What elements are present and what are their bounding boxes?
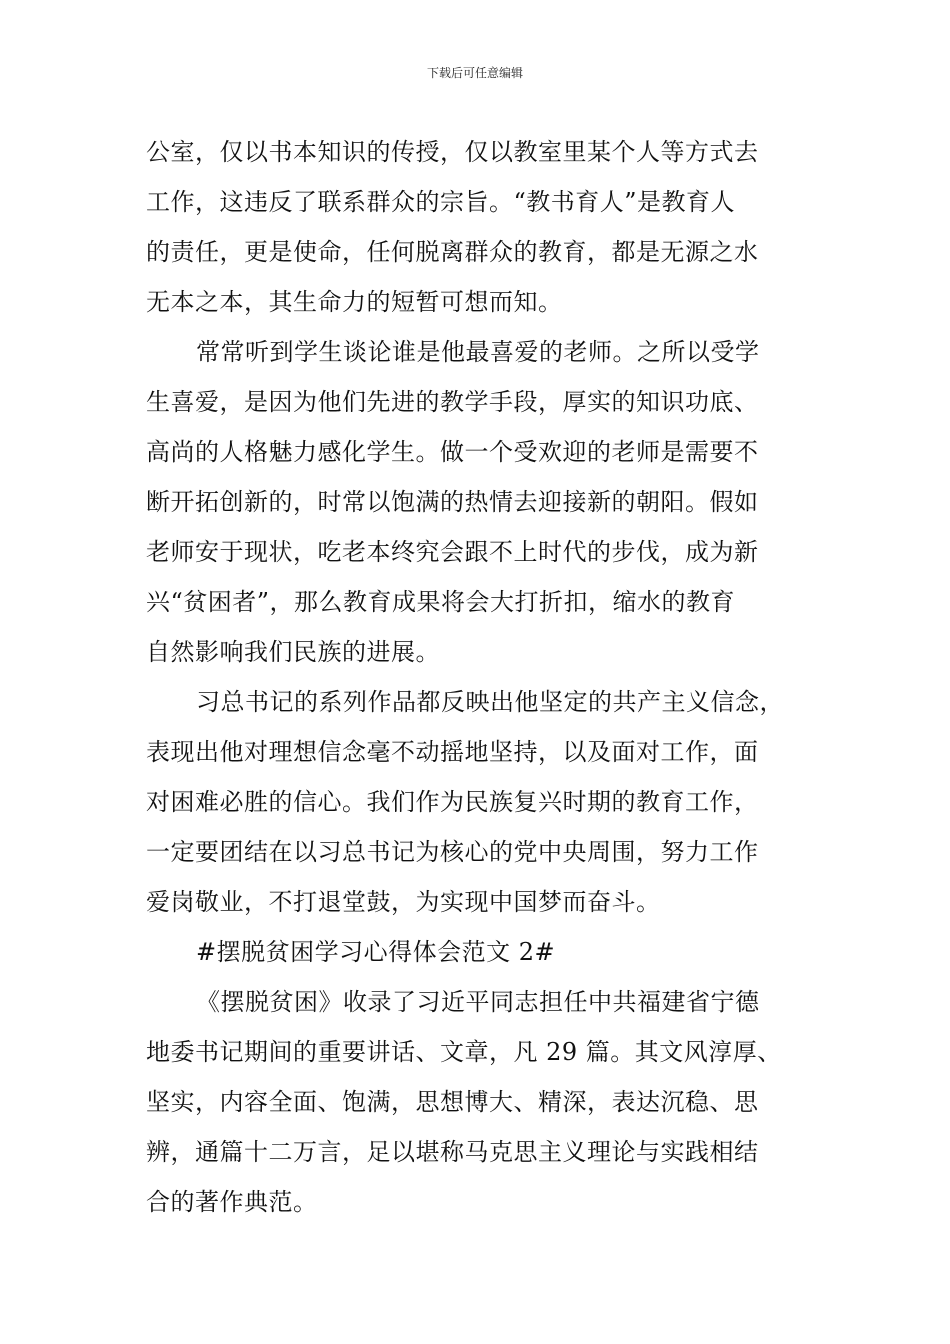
text-line: 对困难必胜的信心。我们作为民族复兴时期的教育工作，	[146, 788, 759, 816]
text-line: 一定要团结在以习总书记为核心的党中央周围，努力工作	[146, 838, 759, 866]
text-line: 生喜爱，是因为他们先进的教学手段，厚实的知识功底、	[146, 388, 759, 416]
text-line: 辨，通篇十二万言，足以堪称马克思主义理论与实践相结	[146, 1138, 759, 1166]
text-line: 断开拓创新的，时常以饱满的热情去迎接新的朝阳。假如	[146, 488, 759, 516]
document-body	[146, 127, 826, 1227]
text-line: 爱岗敬业，不打退堂鼓，为实现中国梦而奋斗。	[146, 888, 661, 916]
text-line: 无本之本，其生命力的短暂可想而知。	[146, 288, 563, 316]
text-line: 表现出他对理想信念毫不动摇地坚持，以及面对工作，面	[146, 738, 759, 766]
text-line: 坚实，内容全面、饱满，思想博大、精深，表达沉稳、思	[146, 1088, 759, 1116]
text-line: 自然影响我们民族的进展。	[146, 638, 440, 666]
section-heading: #摆脱贫困学习心得体会范文 2#	[196, 938, 556, 966]
text-line: 合的著作典范。	[146, 1188, 318, 1216]
text-line: 公室，仅以书本知识的传授，仅以教室里某个人等方式去	[146, 138, 759, 166]
text-line: 地委书记期间的重要讲话、文章，凡 29 篇。其文风淳厚、	[146, 1038, 782, 1066]
text-line: 兴“贫困者”，那么教育成果将会大打折扣，缩水的教育	[146, 588, 736, 616]
text-line: 高尚的人格魅力感化学生。做一个受欢迎的老师是需要不	[146, 438, 759, 466]
paragraph-first-line: 习总书记的系列作品都反映出他坚定的共产主义信念，	[196, 688, 784, 716]
page-header: 下载后可任意编辑	[426, 66, 523, 80]
paragraph-first-line: 常常听到学生谈论谁是他最喜爱的老师。之所以受学	[196, 338, 760, 366]
text-line: 的责任，更是使命，任何脱离群众的教育，都是无源之水	[146, 238, 759, 266]
text-line: 工作，这违反了联系群众的宗旨。“教书育人”是教育人	[146, 188, 736, 216]
text-line: 老师安于现状，吃老本终究会跟不上时代的步伐，成为新	[146, 538, 759, 566]
paragraph-first-line: 《摆脱贫困》收录了习近平同志担任中共福建省宁德	[196, 988, 760, 1016]
